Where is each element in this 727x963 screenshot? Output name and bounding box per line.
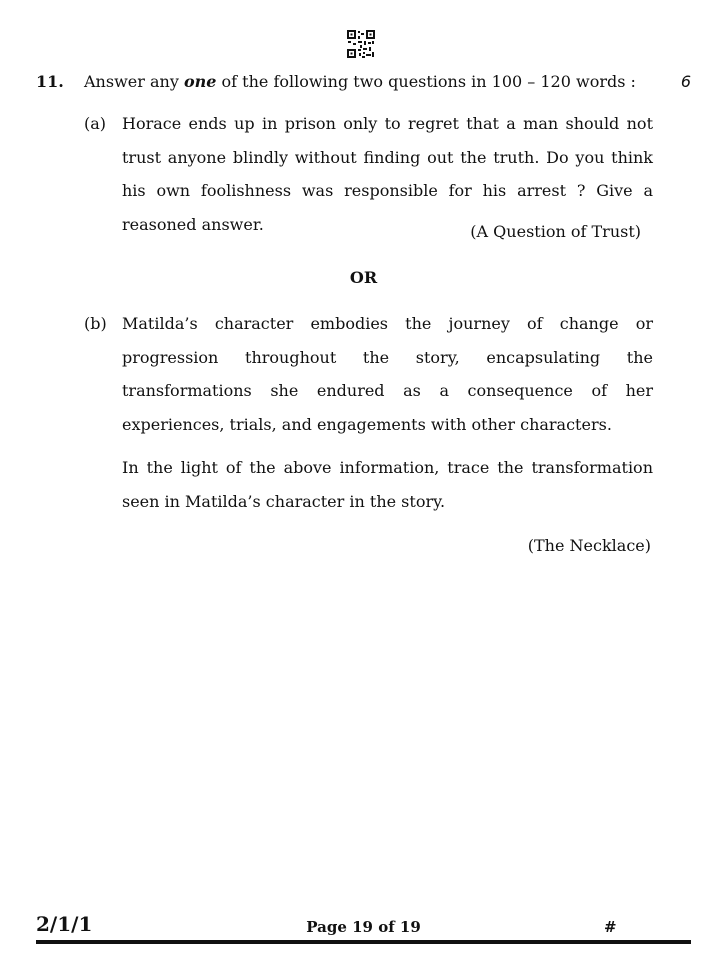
question-number: 11. (36, 72, 64, 91)
question-marks: 6 (680, 72, 691, 91)
page-number: Page 19 of 19 (306, 918, 421, 936)
question-instruction (84, 72, 644, 92)
instruction-emphasis: one (183, 72, 217, 91)
footer-rule (36, 940, 691, 944)
or-separator: OR (349, 268, 378, 287)
option-b-paragraph-1: Matilda’s character embodies the journey of change or progression throughout the story, encapsulating the transformations she endured as a consequence of her experiences, trials, and engagements with other characters. (122, 314, 653, 434)
option-b-source: (The Necklace) (527, 536, 651, 555)
option-b-paragraph-2: In the light of the above information, trace the transformation seen in Matilda’s character in the story. (122, 458, 653, 511)
footer-hash: # (604, 918, 617, 936)
option-b-label: (b) (84, 314, 107, 333)
qr-code-icon (347, 30, 375, 58)
instruction-text-start: Answer any (84, 72, 184, 91)
instruction-text-end: of the following two questions in 100 – 120 words : (216, 72, 636, 91)
option-a-source: (A Question of Trust) (470, 222, 641, 241)
option-a-label: (a) (84, 114, 107, 133)
paper-code: 2/1/1 (36, 912, 93, 936)
option-a-text: Horace ends up in prison only to regret that a man should not trust anyone blindly without finding out the truth. Do you think his own foolishness was responsible for his arrest ? Give a reasoned answer. (122, 114, 653, 234)
